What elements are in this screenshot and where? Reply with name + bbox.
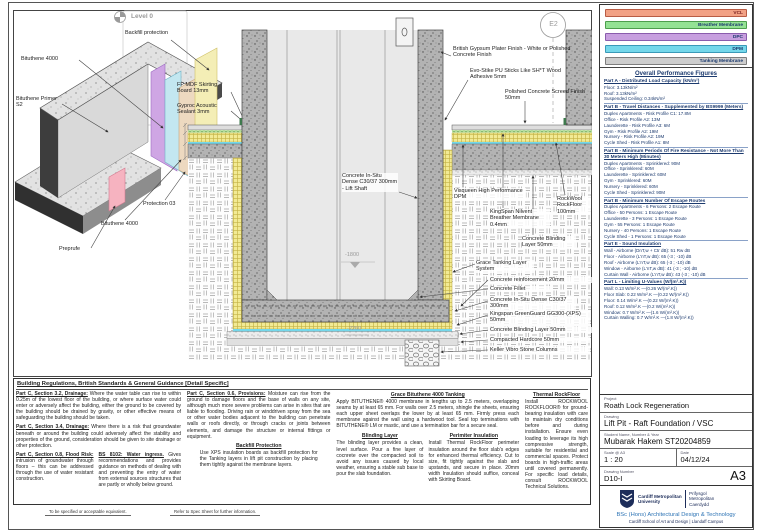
legend-item-tanking <box>605 57 747 65</box>
performance-line: Curtain Walling: 0.7 W/m².K —(1.8 W/(m².K)) <box>604 315 694 321</box>
reg-part-c32 <box>16 391 181 421</box>
performance-lines-part-b-travel <box>604 111 748 146</box>
performance-lines-part-b-fire <box>604 161 748 196</box>
drawing-number-field <box>600 467 752 486</box>
performance-line: Floor Slab: 0.22 W/m².K —(0.22 W/(m².K)) <box>604 292 689 298</box>
performance-line: Cycle Shed - Risk Profile A1: 8M <box>604 140 670 146</box>
performance-lines-part-b-escape <box>604 204 748 239</box>
note-backfill-title: Backfill Protection <box>235 442 282 449</box>
performance-line: Roof: 0.12 W/m².K —(0.2 W/(m².K)) <box>604 303 676 309</box>
performance-lines-part-e <box>604 248 748 277</box>
label-acoustic-sealant: Gyproc Acoustic Sealant 3mm <box>177 103 217 116</box>
label-protection-03: Protection 03 <box>143 201 176 207</box>
reg-bs8102 <box>99 452 181 489</box>
legend-label-vcl: VCL <box>733 10 743 16</box>
note-grace-body: Apply BITUTHENE® 4000 membrane in lengths up to 2.5 meters, overlapping seams by at least 65 mm. For walls over 2.5 meters, shingle the sheets, ensuring each upper sheet overlaps the lower by at least 65 mm. Firmly press each membrane against the wall using a hardwood tool. Seal top terminations with BITUTHENE® LM or mastic, and use a termination bar for a secure seal. <box>336 399 520 430</box>
performance-section-part-b-travel <box>604 103 748 147</box>
performance-line: Gym - Risk Profile A2: 19M <box>604 128 659 134</box>
performance-line: Launderette - Risk Profile A3: 6M <box>604 122 671 128</box>
label-blinding-lower: Concrete Blinding Layer 50mm <box>490 327 594 333</box>
student-value: Mubarak Hakem ST20204859 <box>604 437 711 446</box>
date-value: 04/12/24 <box>680 455 710 464</box>
note-grace-tanking <box>336 392 519 429</box>
reg-part-c34-body: Where there is a risk that groundwater beneath or around the building could adversely affect the stability and properties of the ground, consideration should be given to site drainage or other protection. <box>16 424 182 449</box>
performance-lines-part-a <box>604 85 748 103</box>
university-name-cy: Prifysgol Metropolitan Caerdydd <box>689 491 715 507</box>
regulations-column-provisions <box>187 391 330 493</box>
label-blinding-upper: Concrete Blinding Layer 50mm <box>522 236 576 249</box>
legend-swatch-vcl <box>605 9 747 17</box>
note-blinding-title: Blinding Layer <box>361 433 398 440</box>
sheet-size: A3 <box>730 468 746 483</box>
performance-line: Roof: 3.13kN/m² <box>604 90 637 96</box>
performance-line: Gym - 55 Persons: 1 Escape Route <box>604 221 675 227</box>
performance-title-part-a: Part A - Distributed Load Capacity (kN/m²) <box>604 79 700 84</box>
drawing-area <box>13 10 592 377</box>
reg-bs8102-body: Gives recommendations and provides guidance on methods of dealing with and preventing the entry of water from external sources structures that are partly or wholly below ground. <box>98 451 182 489</box>
legend-item-dpc <box>605 33 747 41</box>
logo-divider <box>685 490 686 508</box>
reg-part-c34-title: Part C, Section 3.4, Drainage: <box>16 424 90 431</box>
university-shield-icon <box>619 489 635 509</box>
performance-section-part-b-escape <box>604 197 748 241</box>
performance-line: Duplex Apartments - Risk Profile C1: 17.8M <box>604 111 691 117</box>
note-grace-title: Grace Bituthene 4000 Tanking <box>390 392 465 398</box>
label-bituthene-4000-top: Bituthene 4000 <box>21 56 59 62</box>
project-value: Roath Lock Regeneration <box>604 401 690 410</box>
note-blinding-layer <box>336 432 423 486</box>
label-grace-tanking: Grace Tanking Layer System <box>476 260 534 273</box>
info-panel <box>599 4 753 528</box>
label-stone-columns: Keller Vibro Stone Columns <box>490 347 590 353</box>
legend-label-breather: Breather Membrane <box>697 22 743 28</box>
drawing-number-label: Drawing Number <box>604 469 635 474</box>
drawing-value: Lift Pit - Raft Foundation / VSC <box>604 419 714 428</box>
performance-lines-part-l <box>604 286 748 321</box>
label-wood-adhesive: Evo-Stike PU Sticks Like SH*T Wood Adhesive 5mm <box>470 68 561 81</box>
reg-part-c32-title: Part C, Section 3.2, Drainage: <box>16 391 88 397</box>
label-rockfloor: RockWool RockFloor 100mm <box>557 196 591 215</box>
performance-line: Floor: 0.14 W/m².K —(0.22 W/(m².K)) <box>604 297 679 303</box>
legend-item-breather <box>605 21 747 29</box>
university-logo <box>600 486 752 510</box>
level-annotation-lower: -2260 <box>347 326 362 332</box>
note-perimeter-insulation <box>428 432 519 486</box>
regulations-panel <box>13 378 591 505</box>
performance-line: Nursery - Risk Profile A2: 19M <box>604 134 665 140</box>
performance-figures <box>600 68 752 394</box>
performance-line: Wall: 0.13 W/m².K —(0.26 W/(m².K)) <box>604 286 677 292</box>
performance-section-part-b-fire <box>604 147 748 197</box>
scale-date-row <box>600 449 752 467</box>
performance-title-part-e: Part E - Sound Insulation <box>604 242 662 248</box>
label-skirting-board: FP MDF Skirting Board 13mm <box>177 82 218 95</box>
performance-line: Curtain Wall - Airborne (L'nT,w dB): 43 (-3 ; -10) dB <box>604 271 706 277</box>
regulations-column-rockfloor <box>525 391 588 493</box>
performance-line: Office - Sprinklered: 60M <box>604 166 654 172</box>
reg-part-c32-body: Where the water table can rise to within 0.25m of the lowest floor of the building, or where surface water could enter or adversely affect the building, either the ground to be covered by the building should be drained by gravity, or other effective means of safeguarding the building should be taken. <box>16 391 182 422</box>
section-marker-label: E2 <box>549 21 558 28</box>
performance-line: Gym - Sprinklered: 60M <box>604 178 652 184</box>
student-field <box>600 431 752 449</box>
university-name-en: Cardiff Metropolitan University <box>638 493 682 504</box>
label-xps-insulation: Kingspan GreenGuard GG300-(XPS) 50mm <box>490 311 590 324</box>
label-gypsum-finish: British Gypsum Plater Finish - White or Polished Concrete Finish <box>453 46 571 59</box>
label-backfill-protection: Backfill protection <box>125 30 169 36</box>
performance-section-part-a <box>604 78 748 103</box>
legend-swatch-tanking <box>605 57 747 65</box>
note-perimeter-body: Install Thermal RockFloor perimeter insulation around the floor slab's edges for enhanced thermal efficiency. Cut to size, fit tightly against the slab and upstands, and secure in place. 20mm width Insulation should suffice, conceal with Skirting Board. <box>428 440 520 484</box>
scale-value: 1 : 20 <box>604 455 623 464</box>
drawing-label: Drawing <box>604 414 619 419</box>
performance-line: Cycle Shed - 1 Persons: 1 Escape Route <box>604 233 686 239</box>
label-preprufe: Preprufe <box>59 246 81 252</box>
label-bituthene-4000-bottom: Bituthene 4000 <box>101 221 139 227</box>
level-annotation-upper: -1800 <box>345 252 360 258</box>
regulations-column-tanking <box>336 391 519 493</box>
performance-line: Window: 0.7 W/m².K —(1.6 W/(m².K)) <box>604 309 680 315</box>
note-thermal-title: Thermal RockFloor <box>532 392 581 398</box>
legend-label-dpm: DPM <box>732 46 743 52</box>
legend-swatch-breather <box>605 21 747 29</box>
performance-title-part-b-fire: Part B - Minimum Periods Of Fire Resistance - Not More Than 30 Meters High (Minutes) <box>604 149 744 160</box>
performance-title-part-b-escape: Part B - Minimum Number Of Escape Routes <box>604 198 706 204</box>
course-title: BSc (Hons) Architectural Design & Technology <box>616 512 736 518</box>
label-breather-membrane: KingSpan Nilvent Breather Membrane 0.4mm <box>490 209 550 228</box>
reg-part-c08-title: Part C, Section 0.8, Flood Risk: <box>16 451 94 458</box>
reg-part-c34 <box>16 424 181 448</box>
legend-item-vcl <box>605 9 747 17</box>
regulations-header: Building Regulations, British Standards & General Guidance [Detail Specific] <box>16 380 588 390</box>
legend-label-dpc: DPC <box>732 34 743 40</box>
reg-bs8102-title: BS 8102: Water ingress. <box>98 451 164 458</box>
date-label: Date <box>680 450 689 455</box>
legend-item-dpm <box>605 45 747 53</box>
reg-part-c06-body: Moisture can rise from the ground to damage floors and the base of walls on any site, although much more severe problems can arise in sites that are liable to flooding. Driving rain or winddriven spray from the sea or other water bodies adjacent to the building can penetrate walls or roofs directly, or through cracks or joints between elements, and damage the structure or internal fittings or equipment. <box>187 391 331 440</box>
performance-line: Wall - Airborne (DnT,w + Ctr dB): 51 Rw dB <box>604 248 690 254</box>
scale-label: Scale @ A3 <box>604 450 625 455</box>
performance-line: Floor - Airborne (L'nT,w dB): 65 (-3 ; -10) dB <box>604 254 692 260</box>
note-backfill-body: Use XPS insulation boards as backfill protection for the Tanking layers in lift pit construction by placing them tightly against the membrane layers. <box>199 449 318 468</box>
performance-line: Office - Risk Profile A2: 13M <box>604 116 661 122</box>
legend-swatch-dpc <box>605 33 747 41</box>
label-concrete-fillet: Concrete Fillet <box>490 286 550 292</box>
performance-line: Roof - Airborne (L'nT,w dB): 65 (-3 ; -10) dB <box>604 259 691 265</box>
performance-line: Nursery - Sprinklered: 60M <box>604 183 658 189</box>
performance-line: Suspended Ceiling: 0.34kN/m² <box>604 96 666 102</box>
project-label: Project <box>604 396 617 401</box>
label-insitu-slab: Concrete In-Situ Dense C30/37 300mm <box>490 297 576 310</box>
performance-line: Duplex Apartments - 6 Persons: 2 Escape Route <box>604 204 701 210</box>
label-bituthene-primer: Bituthene Primer S2 <box>16 96 57 109</box>
label-reinforcement: Concrete reinforcement 20mm <box>490 277 594 283</box>
note-backfill-protection <box>200 443 318 468</box>
performance-line: Duplex Apartments - Sprinklered: 90M <box>604 160 681 166</box>
performance-line: Launderette - Sprinklered: 60M <box>604 172 667 178</box>
performance-line: Launderette - 3 Persons: 1 Escape Route <box>604 216 687 222</box>
performance-title-part-b-travel: Part B - Travel Distances - Supplemented by BS9999 (Meters) <box>604 105 744 111</box>
label-visqueen-dpm: Visqueen High Performance DPM <box>454 188 526 201</box>
title-block <box>600 394 752 527</box>
reg-part-c06-title: Part C, Section 0.6, Provisions: <box>187 391 266 397</box>
performance-title-part-l: Part L - Limiting U-Values (W/(m².K)) <box>604 280 687 286</box>
performance-line: Nursery - 40 Persons: 1 Escape Route <box>604 227 682 233</box>
reg-part-c06 <box>187 391 330 440</box>
level-marker-label: Level 0 <box>131 13 154 20</box>
label-screed-finish: Polished Concrete Screed Finish 50mm <box>505 89 586 102</box>
performance-line: Cycle Shed - Sprinklered: 90M <box>604 189 666 195</box>
note-blinding-body: The blinding layer provides a clean, level surface. Pour a fine layer of cocnrete over the compacted soil to avoid any issues caused by local weather, ensuring a stable sub base to pour the slab foundation. <box>336 440 424 477</box>
footer-note-equivalent: To be specified or acceptable equivalent. <box>45 509 131 516</box>
note-thermal-body: Install ROCKWOOL ROCKFLOOR® for ground-bearing insulation with care to maintain dry conditions before and during installation. Ensure even loading to leverage its high compressive strength, suitable for residential and commercial spaces. Protect boards in high-traffic areas until covered permanently. For specific load details, consult ROCKWOOL Technical Solutions. <box>525 399 588 491</box>
performance-line: Window - Airborne (L'nT,w dB): 41 (-3 ; -10) dB <box>604 265 698 271</box>
reg-part-c08 <box>16 452 94 489</box>
reg-part-c08-body: intrusion of groundwater through floors – this can be addressed through the use of water resistant construction. <box>16 457 94 483</box>
performance-line: Office - 50 Persons: 1 Escape Route <box>604 210 677 216</box>
scale-field <box>600 449 677 466</box>
label-lift-shaft-wall: Concrete In-Situ Dense C30/37 300mm - Lift Shaft <box>342 173 398 192</box>
drawing-number-value: D10-I <box>604 474 623 483</box>
footer-note-spec-sheet: Refer to Spec Sheet for further information. <box>170 509 260 516</box>
legend-label-tanking: Tanking Membrane <box>699 58 743 64</box>
student-label: Student Name, Number & Year <box>604 432 659 437</box>
school-campus: Cardiff School of Art and Design | Llandaff Campus <box>628 519 724 524</box>
regulations-column-drainage <box>16 391 181 493</box>
note-perimeter-title: Perimiter Insulation <box>449 433 498 440</box>
label-compacted-hardcore: Compacted Hardcore 50mm <box>490 337 590 343</box>
performance-section-part-e <box>604 240 748 278</box>
membrane-legend <box>600 5 752 68</box>
drawing-field <box>600 413 752 431</box>
project-field <box>600 395 752 413</box>
performance-heading: Overall Performance Figures <box>634 71 718 77</box>
performance-section-part-l <box>604 278 748 322</box>
date-field <box>677 449 753 466</box>
legend-swatch-dpm <box>605 45 747 53</box>
performance-line: Floor: 3.13kN/m² <box>604 84 638 90</box>
